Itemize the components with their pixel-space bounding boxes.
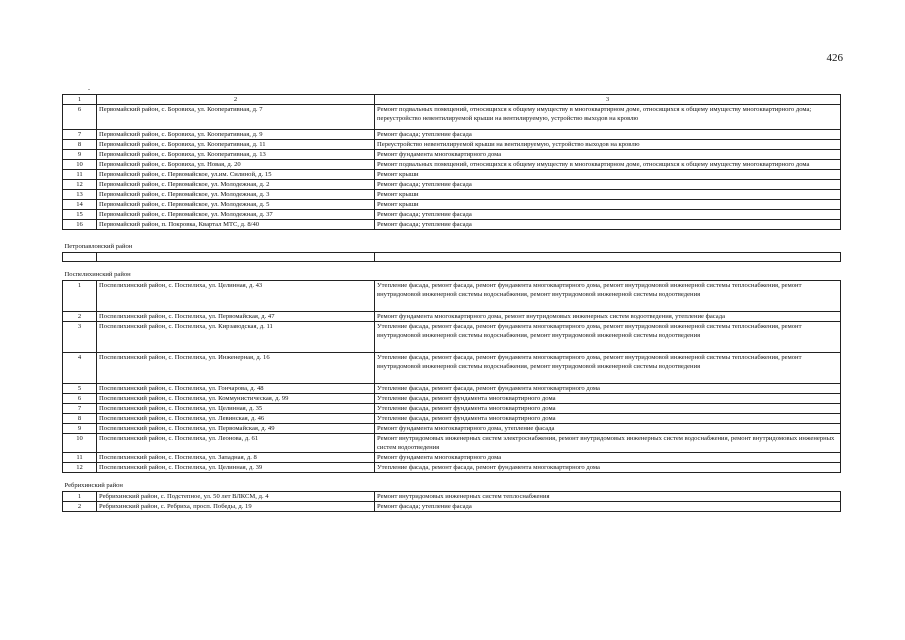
row-work: Ремонт подвальных помещений, относящихся к общему имуществу в многоквартирном доме, относящихся к общему имуществу многоквартирного дома [375, 160, 841, 170]
table-row [63, 220, 841, 230]
row-address: Поспелихинский район, с. Поспелиха, ул. Леонова, д. 61 [97, 434, 375, 453]
section-title: Ребрихинский район [64, 482, 123, 489]
row-address: Первомайский район, с. Боровиха, ул. Кооперативная, д. 11 [97, 140, 375, 150]
empty-cell [97, 253, 375, 262]
table-row [63, 404, 841, 414]
header-cell-work: 3 [375, 95, 841, 105]
table-row [63, 453, 841, 463]
row-address: Первомайский район, с. Первомайское, ул. Молодежная, д. 5 [97, 200, 375, 210]
row-number: 4 [63, 353, 97, 384]
row-address: Первомайский район, с. Первомайское, ул.им. Силиной, д. 15 [97, 170, 375, 180]
row-address: Поспелихинский район, с. Поспелиха, ул. Кирзаводская, д. 11 [97, 322, 375, 353]
row-address: Первомайский район, с. Первомайское, ул. Молодежная, д. 37 [97, 210, 375, 220]
section-heading-row [63, 473, 841, 492]
row-work: Ремонт фасада; утепление фасада [375, 210, 841, 220]
row-number: 1 [63, 492, 97, 502]
row-work: Утепление фасада, ремонт фундамента многоквартирного дома [375, 404, 841, 414]
empty-cell [375, 253, 841, 262]
row-address: Ребрихинский район, с. Ребриха, просп. Победы, д. 19 [97, 502, 375, 512]
table-row [63, 150, 841, 160]
table-row [63, 180, 841, 190]
row-address: Первомайский район, с. Боровиха, ул. Кооперативная, д. 9 [97, 130, 375, 140]
row-number: 13 [63, 190, 97, 200]
section-title: Поспелихинский район [64, 271, 131, 278]
row-work: Ремонт фундамента многоквартирного дома [375, 453, 841, 463]
row-work: Ремонт фасада; утепление фасада [375, 502, 841, 512]
row-number: 6 [63, 105, 97, 130]
row-number: 1 [63, 281, 97, 312]
row-number: 2 [63, 312, 97, 322]
page-number: 426 [826, 52, 843, 64]
row-number: 7 [63, 130, 97, 140]
row-number: 11 [63, 453, 97, 463]
empty-row [63, 253, 841, 262]
row-number: 3 [63, 322, 97, 353]
row-work: Утепление фасада, ремонт фасада, ремонт фундамента многоквартирного дома, ремонт внутридомовой инженерной системы теплоснабжения, ремонт внутридомовой инженерной системы водоснабжения, ремонт внутридомовой инженерной системы водоотведения [375, 281, 841, 312]
table-row [63, 281, 841, 312]
row-address: Первомайский район, с. Первомайское, ул. Молодежная, д. 3 [97, 190, 375, 200]
row-work: Переустройство невентилируемой крыши на вентилируемую, устройство выходов на кровлю [375, 140, 841, 150]
row-work: Ремонт фундамента многоквартирного дома, ремонт внутридомовых инженерных систем водоотведения, утепление фасада [375, 312, 841, 322]
section-heading-row [63, 230, 841, 253]
row-number: 16 [63, 220, 97, 230]
table-row [63, 105, 841, 130]
table-row [63, 463, 841, 473]
row-number: 6 [63, 394, 97, 404]
table-row [63, 384, 841, 394]
row-number: 8 [63, 414, 97, 424]
row-address: Поспелихинский район, с. Поспелиха, ул. Целинная, д. 35 [97, 404, 375, 414]
stray-mark: . [88, 83, 90, 92]
row-work: Ремонт крыши [375, 200, 841, 210]
row-address: Первомайский район, п. Покровка, Квартал МТС, д. 8/40 [97, 220, 375, 230]
row-address: Поспелихинский район, с. Поспелиха, ул. Гончарова, д. 48 [97, 384, 375, 394]
row-work: Ремонт подвальных помещений, относящихся к общему имуществу в многоквартирном доме, относящихся к общему имуществу многоквартирного дома; переустройство невентилируемой крыши на вентилируемую, устройство выходов на кровлю [375, 105, 841, 130]
row-work: Ремонт внутридомовых инженерных систем теплоснабжения [375, 492, 841, 502]
row-number: 10 [63, 434, 97, 453]
table-row [63, 414, 841, 424]
table-row [63, 170, 841, 180]
row-address: Поспелихинский район, с. Поспелиха, ул. Целинная, д. 43 [97, 281, 375, 312]
works-table [62, 94, 841, 512]
row-number: 12 [63, 180, 97, 190]
row-number: 11 [63, 170, 97, 180]
row-number: 9 [63, 424, 97, 434]
row-work: Утепление фасада, ремонт фундамента многоквартирного дома [375, 414, 841, 424]
row-address: Поспелихинский район, с. Поспелиха, ул. Первомайская, д. 49 [97, 424, 375, 434]
table-row [63, 424, 841, 434]
table-body [63, 95, 841, 512]
row-number: 5 [63, 384, 97, 394]
row-address: Поспелихинский район, с. Поспелиха, ул. Инженерная, д. 16 [97, 353, 375, 384]
header-row [63, 95, 841, 105]
row-number: 15 [63, 210, 97, 220]
row-work: Ремонт фундамента многоквартирного дома [375, 150, 841, 160]
section-heading-row [63, 262, 841, 281]
row-address: Поспелихинский район, с. Поспелиха, ул. Левинская, д. 46 [97, 414, 375, 424]
row-number: 10 [63, 160, 97, 170]
table-row [63, 353, 841, 384]
row-address: Первомайский район, с. Боровиха, ул. Кооперативная, д. 7 [97, 105, 375, 130]
table-row [63, 200, 841, 210]
row-number: 14 [63, 200, 97, 210]
row-work: Ремонт фасада; утепление фасада [375, 180, 841, 190]
empty-cell [63, 253, 97, 262]
row-work: Утепление фасада, ремонт фасада, ремонт фундамента многоквартирного дома, ремонт внутридомовой инженерной системы теплоснабжения, ремонт внутридомовой инженерной системы водоснабжения, ремонт внутридомовой инженерной системы водоотведения [375, 353, 841, 384]
row-number: 7 [63, 404, 97, 414]
row-number: 9 [63, 150, 97, 160]
table-row [63, 312, 841, 322]
row-work: Утепление фасада, ремонт фундамента многоквартирного дома [375, 394, 841, 404]
table-row [63, 394, 841, 404]
table-row [63, 502, 841, 512]
table-row [63, 210, 841, 220]
row-work: Утепление фасада, ремонт фасада, ремонт фундамента многоквартирного дома [375, 384, 841, 394]
row-work: Ремонт крыши [375, 170, 841, 180]
table-row [63, 140, 841, 150]
table-row [63, 492, 841, 502]
row-work: Ремонт внутридомовых инженерных систем электроснабжения, ремонт внутридомовых инженерных систем водоснабжения, ремонт внутридомовых инженерных систем водоотведения [375, 434, 841, 453]
row-address: Первомайский район, с. Боровиха, ул. Кооперативная, д. 13 [97, 150, 375, 160]
row-work: Утепление фасада, ремонт фасада, ремонт фундамента многоквартирного дома [375, 463, 841, 473]
row-work: Ремонт фундамента многоквартирного дома, утепление фасада [375, 424, 841, 434]
row-number: 8 [63, 140, 97, 150]
row-address: Поспелихинский район, с. Поспелиха, ул. Западная, д. 8 [97, 453, 375, 463]
table-row [63, 322, 841, 353]
row-number: 12 [63, 463, 97, 473]
row-address: Поспелихинский район, с. Поспелиха, ул. Целинная, д. 39 [97, 463, 375, 473]
table-row [63, 190, 841, 200]
table-row [63, 434, 841, 453]
row-work: Ремонт крыши [375, 190, 841, 200]
row-address: Первомайский район, с. Первомайское, ул. Молодежная, д. 2 [97, 180, 375, 190]
header-cell-number: 1 [63, 95, 97, 105]
row-address: Поспелихинский район, с. Поспелиха, ул. Коммунистическая, д. 99 [97, 394, 375, 404]
row-work: Ремонт фасада; утепление фасада [375, 130, 841, 140]
row-address: Поспелихинский район, с. Поспелиха, ул. Первомайская, д. 47 [97, 312, 375, 322]
table-row [63, 160, 841, 170]
row-address: Ребрихинский район, с. Подстепное, ул. 50 лет ВЛКСМ, д. 4 [97, 492, 375, 502]
row-work: Утепление фасада, ремонт фасада, ремонт фундамента многоквартирного дома, ремонт внутридомовой инженерной системы теплоснабжения, ремонт внутридомовой инженерной системы водоснабжения, ремонт внутридомовой инженерной системы водоотведения [375, 322, 841, 353]
row-number: 2 [63, 502, 97, 512]
header-cell-address: 2 [97, 95, 375, 105]
section-title: Петропавловский район [64, 243, 133, 250]
table-row [63, 130, 841, 140]
row-work: Ремонт фасада; утепление фасада [375, 220, 841, 230]
row-address: Первомайский район, с. Боровиха, ул. Новая, д. 20 [97, 160, 375, 170]
